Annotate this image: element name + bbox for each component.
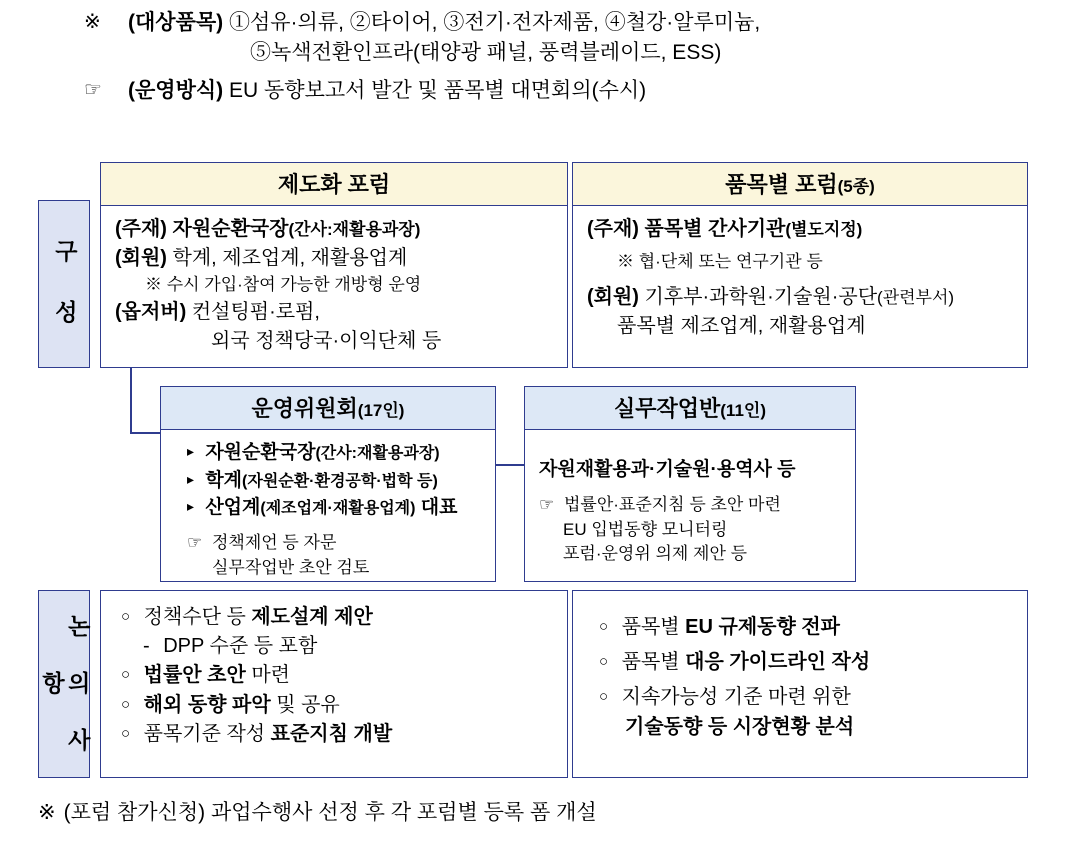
working-group-title bbox=[525, 387, 855, 430]
item-forum-body bbox=[573, 206, 1027, 349]
item-bold: 대응 가이드라인 작성 bbox=[685, 651, 871, 674]
connector-horizontal-middle bbox=[494, 464, 524, 466]
item-note: (자원순환·환경공학·법학 등) bbox=[242, 472, 438, 490]
row-label: (회원) bbox=[587, 286, 639, 308]
section-label-agenda bbox=[38, 590, 90, 778]
box-agenda-left bbox=[100, 590, 568, 778]
item-bold: 학계 bbox=[205, 469, 243, 491]
steering-committee-footer-line2 bbox=[187, 556, 483, 581]
box-institutional-forum bbox=[100, 162, 568, 368]
note-mark-hand: ☞ bbox=[84, 78, 102, 101]
item-text: 품목기준 작성 bbox=[143, 722, 271, 745]
item-bold: 산업계 bbox=[205, 497, 261, 519]
top-notes bbox=[0, 8, 1066, 107]
working-group-title-text: 실무작업반 bbox=[614, 396, 721, 421]
agenda-right-item-0 bbox=[599, 613, 1015, 642]
box-steering-committee bbox=[160, 386, 496, 582]
note-operation-label: (운영방식) bbox=[128, 78, 224, 102]
institutional-forum-row-4 bbox=[115, 327, 555, 356]
institutional-forum-row-0 bbox=[115, 215, 555, 244]
row-note: (관련부서) bbox=[877, 288, 955, 307]
working-group-task-2 bbox=[539, 518, 843, 543]
note-operation bbox=[0, 76, 1066, 106]
working-group-body bbox=[525, 430, 855, 575]
box-agenda-right bbox=[572, 590, 1028, 778]
section-label-composition bbox=[38, 200, 90, 368]
institutional-forum-row-3 bbox=[115, 298, 555, 327]
note-operation-text: EU 동향보고서 발간 및 품목별 대면회의(수시) bbox=[228, 78, 647, 102]
agenda-right-item-3: 기술동향 등 시장현황 분석 bbox=[625, 715, 855, 738]
row-text: 자원순환국장 bbox=[172, 218, 289, 240]
item-note: (제조업계·재활용업계) bbox=[260, 500, 416, 518]
working-group-task-3 bbox=[539, 542, 843, 567]
item-bold: 제도설계 제안 bbox=[251, 606, 373, 628]
box-item-forum bbox=[572, 162, 1028, 368]
agenda-left-body bbox=[101, 591, 567, 757]
row-text: 기후부·과학원·기술원·공단 bbox=[644, 286, 878, 308]
task-text: 포럼·운영위 의제 제안 등 bbox=[563, 544, 748, 564]
note-target-items-label: (대상품목) bbox=[128, 11, 224, 34]
agenda-right-item-2 bbox=[599, 683, 1015, 712]
connector-vertical-left bbox=[130, 368, 132, 434]
item-forum-row-3 bbox=[587, 312, 1015, 341]
agenda-left-item-2 bbox=[121, 661, 555, 690]
row-text: 컨설팅펌·로펌, bbox=[191, 301, 320, 324]
row-text: 학계, 제조업계, 재활용업계 bbox=[172, 247, 408, 270]
item-bold: 자원순환국장 bbox=[205, 442, 316, 463]
bottom-note bbox=[38, 796, 597, 826]
steering-committee-body bbox=[161, 430, 495, 589]
agenda-left-item-4 bbox=[121, 720, 555, 749]
institutional-forum-body bbox=[101, 206, 567, 365]
working-group-task-1 bbox=[539, 493, 843, 518]
item-forum-row-2 bbox=[587, 283, 1015, 312]
box-working-group bbox=[524, 386, 856, 582]
agenda-right-item-1 bbox=[599, 648, 1015, 677]
row-label: (주재) bbox=[115, 218, 167, 240]
row-label: (회원) bbox=[115, 247, 167, 270]
row-text: 품목별 제조업계, 재활용업계 bbox=[617, 315, 866, 338]
row-text: 외국 정책당국·이익단체 등 bbox=[211, 330, 442, 353]
item-text: 및 공유 bbox=[270, 693, 340, 716]
institutional-forum-row-2 bbox=[115, 273, 555, 298]
working-group-members: 자원재활용과·기술원·용역사 등 bbox=[539, 459, 796, 480]
footer-text: 정책제언 등 자문 bbox=[211, 533, 337, 553]
steering-committee-item-2 bbox=[187, 494, 483, 522]
item-text: 품목별 bbox=[621, 616, 686, 638]
item-forum-title-text: 품목별 포럼 bbox=[725, 172, 838, 197]
item-forum-title bbox=[573, 163, 1027, 206]
steering-committee-title-suffix: (17인) bbox=[357, 401, 405, 420]
note-target-items-text: ①섬유·의류, ②타이어, ③전기·전자제품, ④철강·알루미늄, bbox=[228, 11, 761, 34]
steering-committee-footer-line1 bbox=[187, 531, 483, 556]
row-text: ※ 수시 가입·참여 가능한 개방형 운영 bbox=[145, 275, 422, 295]
footer-text: 실무작업반 초안 검토 bbox=[212, 558, 370, 578]
task-text: 법률안·표준지침 등 초안 마련 bbox=[563, 494, 781, 514]
item-text: 지속가능성 기준 마련 위한 bbox=[621, 686, 851, 709]
institutional-forum-row-1 bbox=[115, 244, 555, 273]
item-forum-title-suffix: (5종) bbox=[837, 177, 875, 196]
item-forum-row-1 bbox=[587, 250, 1015, 275]
section-label-agenda-text: 논 의 사 항 bbox=[39, 613, 91, 755]
row-note: (간사:재활용과장) bbox=[288, 220, 421, 239]
agenda-left-item-1 bbox=[121, 632, 555, 661]
task-text: EU 입법동향 모니터링 bbox=[563, 519, 728, 539]
note-target-items bbox=[0, 8, 1066, 38]
item-text: 정책수단 등 bbox=[143, 606, 252, 628]
agenda-left-item-0 bbox=[121, 603, 555, 632]
connector-horizontal-left bbox=[130, 432, 162, 434]
row-label: (주재) bbox=[587, 218, 639, 240]
note-target-items-line2: ⑤녹색전환인프라(태양광 패널, 풍력블레이드, ESS) bbox=[250, 40, 722, 64]
item-tail: 대표 bbox=[415, 497, 458, 519]
steering-committee-item-1 bbox=[187, 467, 483, 495]
item-text: 품목별 bbox=[621, 651, 686, 674]
section-label-composition-text: 구 성 bbox=[51, 239, 78, 329]
institutional-forum-title: 제도화 포럼 bbox=[101, 163, 567, 206]
item-bold: 해외 동향 파악 bbox=[143, 693, 271, 716]
item-bold: 법률안 초안 bbox=[143, 664, 246, 687]
item-text: 마련 bbox=[245, 664, 290, 687]
item-forum-row-0 bbox=[587, 215, 1015, 244]
steering-committee-title bbox=[161, 387, 495, 430]
steering-committee-item-0 bbox=[187, 439, 483, 467]
note-mark-asterisk: ※ bbox=[84, 11, 101, 33]
item-bold: 표준지침 개발 bbox=[270, 722, 393, 745]
item-bold: EU 규제동향 전파 bbox=[685, 616, 840, 638]
row-text: ※ 협·단체 또는 연구기관 등 bbox=[617, 252, 823, 272]
steering-committee-title-text: 운영위원회 bbox=[251, 396, 358, 421]
agenda-right-body bbox=[573, 591, 1027, 750]
row-note: (별도지정) bbox=[785, 220, 863, 239]
row-label: (옵저버) bbox=[115, 301, 187, 324]
bottom-note-mark: ※ bbox=[38, 801, 56, 824]
row-text: 품목별 간사기관 bbox=[644, 218, 786, 240]
item-note: (간사:재활용과장) bbox=[315, 445, 440, 462]
agenda-left-item-3 bbox=[121, 691, 555, 720]
item-text: DPP 수준 등 포함 bbox=[163, 635, 318, 658]
bottom-note-text: (포럼 참가신청) 과업수행사 선정 후 각 포럼별 등록 폼 개설 bbox=[63, 801, 597, 824]
working-group-title-suffix: (11인) bbox=[720, 401, 766, 420]
